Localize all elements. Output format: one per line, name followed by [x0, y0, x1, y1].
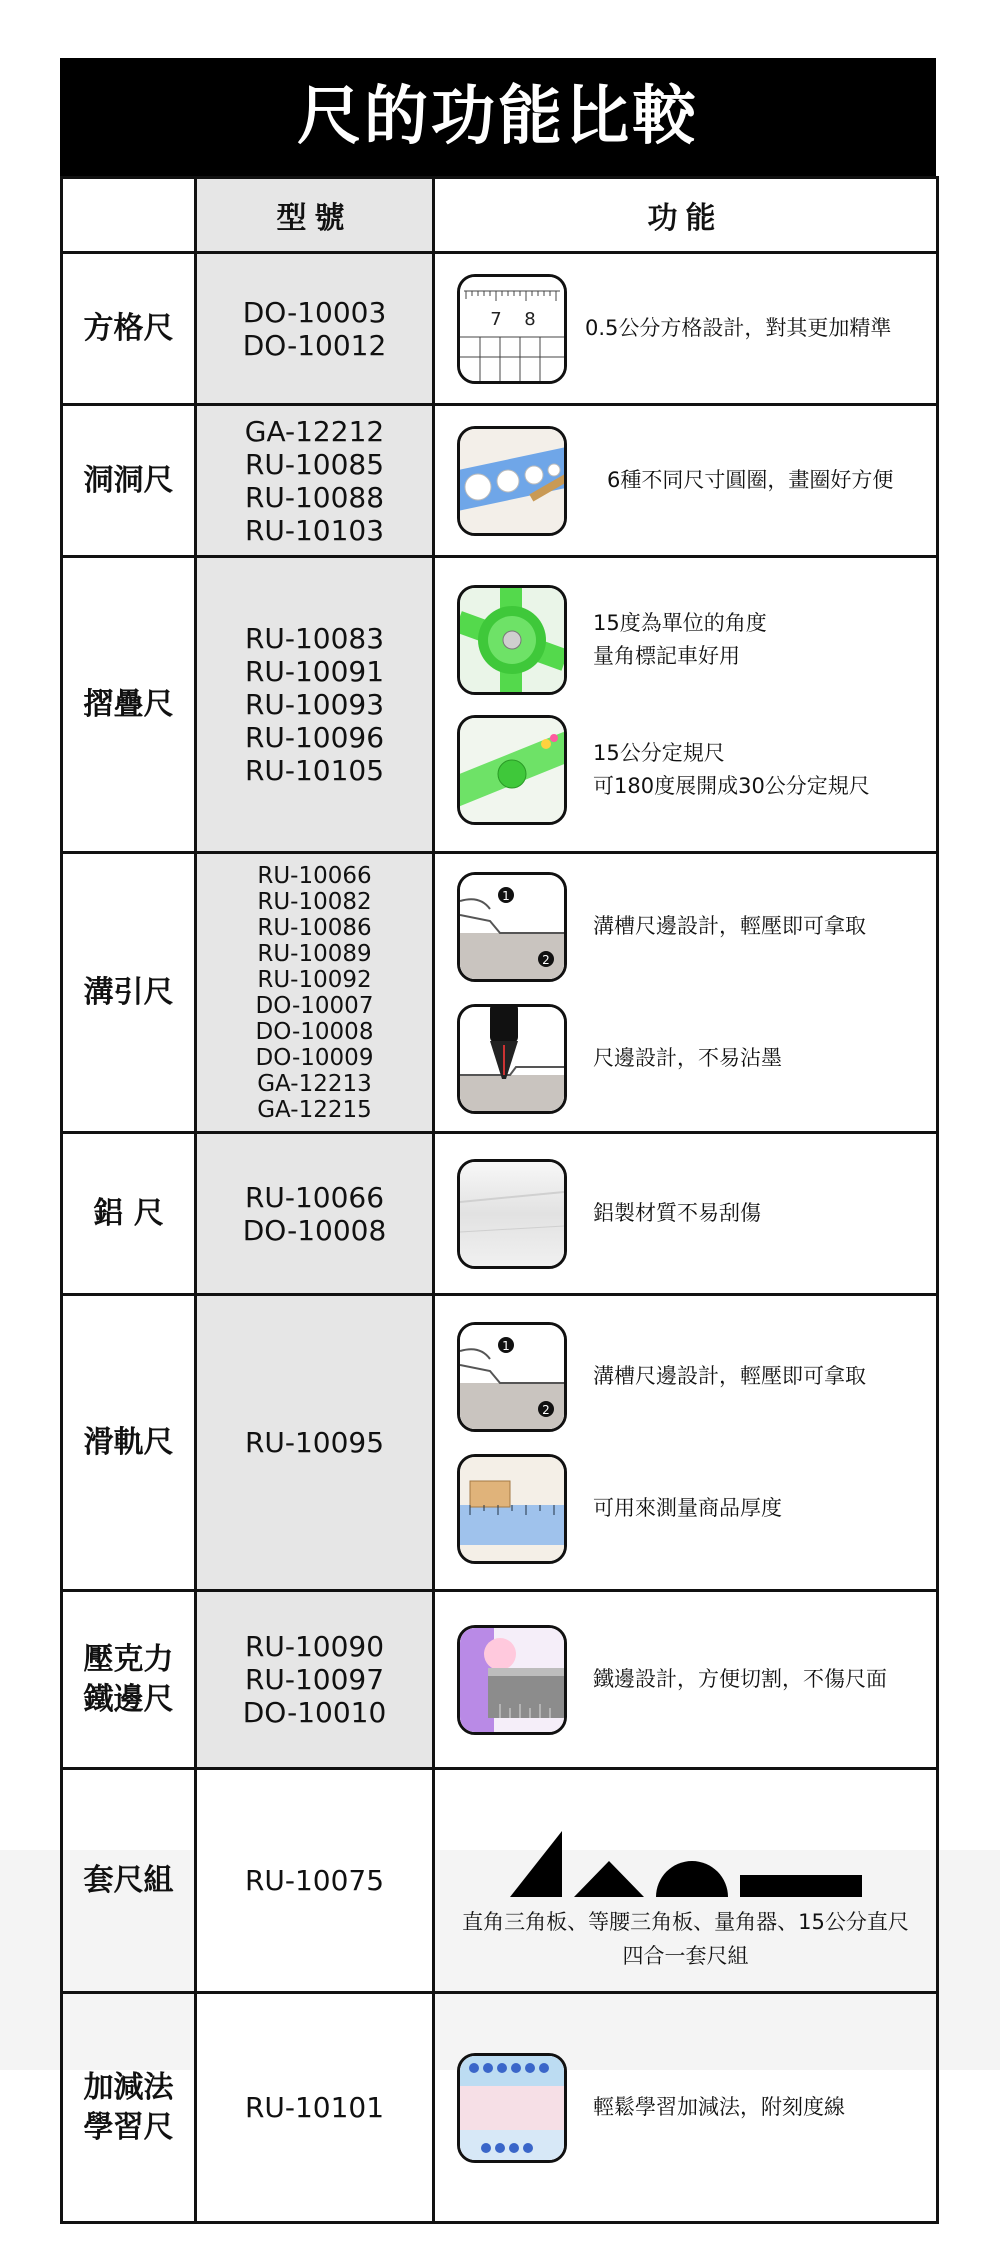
model-list: RU-10101 — [196, 1993, 434, 2223]
grid-ruler-icon — [457, 274, 567, 384]
ruler-set-shapes — [435, 1811, 936, 1897]
svg-text:2: 2 — [542, 952, 550, 967]
feature-text: 可用來測量商品厚度 — [593, 1496, 782, 1520]
feature-text: 溝槽尺邊設計，輕壓即可拿取 — [593, 914, 866, 938]
model-list: RU-10066 RU-10082 RU-10086 RU-10089 RU-10092 DO-10007 DO-10008 DO-10009 GA-12213 GA-12215 — [196, 853, 434, 1133]
svg-text:8: 8 — [524, 308, 536, 330]
table-row — [62, 1133, 938, 1295]
protractor-dial-icon — [457, 585, 567, 695]
table-row — [62, 1769, 938, 1993]
feature-text: 鋁製材質不易刮傷 — [593, 1201, 761, 1225]
feature-text: 鐵邊設計，方便切割，不傷尺面 — [593, 1667, 887, 1691]
model-list: RU-10095 — [196, 1295, 434, 1591]
groove-edge-icon — [457, 872, 567, 982]
hole-ruler-icon — [457, 426, 567, 536]
groove-edge-icon — [457, 1322, 567, 1432]
table-row — [62, 405, 938, 557]
ruler-name: 加減法 學習尺 — [62, 1993, 196, 2223]
model-list: RU-10075 — [196, 1769, 434, 1993]
ruler-name: 套尺組 — [62, 1769, 196, 1993]
feature-cell — [434, 1769, 938, 1993]
table-row — [62, 557, 938, 853]
table-row — [62, 1295, 938, 1591]
comparison-table — [60, 176, 939, 2224]
ruler-name: 滑軌尺 — [62, 1295, 196, 1591]
table-row — [62, 253, 938, 405]
header-name-cell — [62, 178, 196, 253]
model-list: DO-10003 DO-10012 — [196, 253, 434, 405]
math-learning-ruler-icon — [457, 2053, 567, 2163]
ruler-name: 壓克力 鐵邊尺 — [62, 1591, 196, 1769]
svg-text:1: 1 — [502, 1338, 510, 1353]
svg-text:2: 2 — [542, 1402, 550, 1417]
feature-text: 溝槽尺邊設計，輕壓即可拿取 — [593, 1364, 866, 1388]
table-row — [62, 1993, 938, 2223]
protractor-icon — [656, 1861, 728, 1897]
model-list: RU-10066 DO-10008 — [196, 1133, 434, 1295]
feature-cell — [434, 1993, 938, 2223]
ruler-name: 溝引尺 — [62, 853, 196, 1133]
ruler-name: 洞洞尺 — [62, 405, 196, 557]
feature-text: 15公分定規尺 可180度展開成30公分定規尺 — [593, 740, 870, 798]
header-model-cell: 型號 — [196, 178, 434, 253]
feature-cell — [434, 853, 938, 1133]
comparison-sheet — [60, 58, 936, 2224]
thickness-gauge-icon — [457, 1454, 567, 1564]
feature-text: 6種不同尺寸圓圈，畫圈好方便 — [607, 468, 894, 492]
right-triangle-icon — [510, 1831, 562, 1897]
feature-cell — [434, 1133, 938, 1295]
feature-cell — [434, 1295, 938, 1591]
page-title: 尺的功能比較 — [60, 58, 936, 176]
table-row — [62, 1591, 938, 1769]
feature-cell — [434, 253, 938, 405]
table-header-row — [62, 178, 938, 253]
svg-text:7: 7 — [490, 308, 502, 330]
feature-cell — [434, 1591, 938, 1769]
model-list: GA-12212 RU-10085 RU-10088 RU-10103 — [196, 405, 434, 557]
header-function-cell: 功能 — [434, 178, 938, 253]
feature-cell — [434, 405, 938, 557]
feature-text: 直角三角板、等腰三角板、量角器、15公分直尺 四合一套尺組 — [462, 1909, 909, 1968]
straight-ruler-icon — [740, 1875, 862, 1897]
feature-text: 0.5公分方格設計，對其更加精準 — [585, 316, 892, 340]
feature-text: 15度為單位的角度 量角標記車好用 — [593, 610, 767, 668]
aluminum-ruler-icon — [457, 1159, 567, 1269]
folding-ruler-icon — [457, 715, 567, 825]
ruler-name: 摺疊尺 — [62, 557, 196, 853]
svg-text:1: 1 — [502, 888, 510, 903]
feature-text: 尺邊設計，不易沾墨 — [593, 1046, 782, 1070]
ruler-name: 方格尺 — [62, 253, 196, 405]
isosceles-triangle-icon — [574, 1861, 644, 1897]
ruler-name: 鋁 尺 — [62, 1133, 196, 1295]
pen-on-ruler-icon — [457, 1004, 567, 1114]
feature-text: 輕鬆學習加減法，附刻度線 — [593, 2095, 845, 2119]
model-list: RU-10090 RU-10097 DO-10010 — [196, 1591, 434, 1769]
metal-edge-ruler-icon — [457, 1625, 567, 1735]
model-list: RU-10083 RU-10091 RU-10093 RU-10096 RU-10105 — [196, 557, 434, 853]
table-row — [62, 853, 938, 1133]
feature-cell — [434, 557, 938, 853]
